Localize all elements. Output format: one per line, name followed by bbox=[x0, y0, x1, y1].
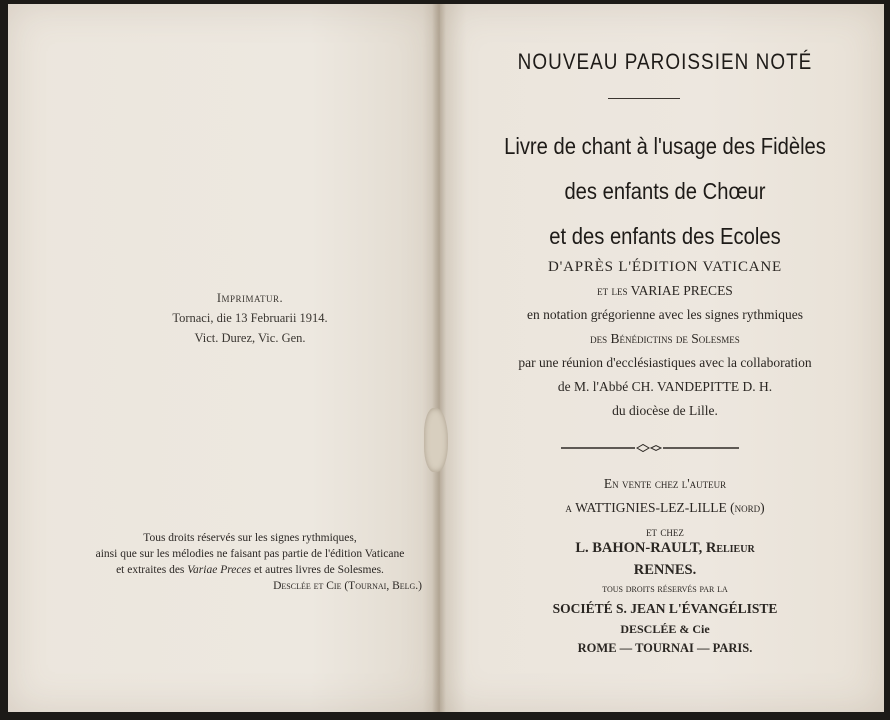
title-rule bbox=[608, 98, 680, 99]
sale-line-2 bbox=[450, 496, 880, 520]
sale-line-3: et chez bbox=[646, 524, 684, 539]
publisher-cities: ROME — TOURNAI — PARIS. bbox=[577, 641, 753, 655]
bookbinder-city: RENNES. bbox=[633, 562, 697, 578]
rights-line-3 bbox=[60, 562, 440, 578]
rights-line-3-italic: Variae Preces bbox=[187, 564, 252, 576]
imprimatur-signature: Vict. Durez, Vic. Gen. bbox=[194, 331, 306, 345]
rights-line-2: ainsi que sur les mélodies ne faisant pas partie de l'édition Vaticane bbox=[95, 548, 405, 560]
edition-line: D'APRÈS L'ÉDITION VATICANE bbox=[548, 259, 782, 275]
benedictins-line: des Bénédictins de Solesmes bbox=[590, 331, 740, 346]
publisher-rights: tous droits réservés par la bbox=[602, 583, 728, 595]
sale-line-1: En vente chez l'auteur bbox=[603, 476, 727, 491]
book-gutter bbox=[432, 4, 446, 712]
rights-line-3-pre: et extraites des bbox=[116, 564, 188, 576]
rights-line-3-post: et autres livres de Solesmes. bbox=[251, 564, 384, 576]
book-subtitle bbox=[480, 124, 850, 259]
sale-block bbox=[450, 472, 880, 544]
publisher-society: SOCIÉTÉ S. JEAN L'ÉVANGÉLISTE bbox=[552, 601, 778, 616]
sale-line-2-post: (nord) bbox=[726, 500, 765, 515]
bookbinder-block bbox=[450, 536, 880, 580]
rights-publisher: Desclée et Cie (Tournai, Belg.) bbox=[273, 580, 422, 592]
ornamental-divider bbox=[561, 443, 739, 453]
variae-line: et les VARIAE PRECES bbox=[597, 283, 733, 298]
left-page bbox=[8, 4, 440, 712]
publisher-desclee: DESCLÉE & Cie bbox=[620, 622, 710, 636]
imprimatur-block bbox=[150, 288, 350, 348]
sale-line-2-pre: a bbox=[565, 500, 576, 515]
bookbinder-line bbox=[450, 536, 880, 560]
sale-line-2-main: WATTIGNIES-LEZ-LILLE bbox=[575, 500, 727, 515]
edition-block bbox=[450, 255, 880, 423]
subtitle-line-2: des enfants de Chœur bbox=[564, 178, 766, 204]
diocese-line: du diocèse de Lille. bbox=[612, 403, 718, 418]
bookbinder-title: Relieur bbox=[702, 540, 755, 556]
imprimatur-place-date: Tornaci, die 13 Februarii 1914. bbox=[172, 311, 328, 325]
subtitle-line-3: et des enfants des Ecoles bbox=[549, 223, 781, 249]
subtitle-line-1: Livre de chant à l'usage des Fidèles bbox=[504, 133, 826, 159]
book-title: NOUVEAU PAROISSIEN NOTÉ bbox=[517, 49, 813, 74]
notation-line: en notation grégorienne avec les signes rythmiques bbox=[527, 307, 803, 322]
paper-tear bbox=[424, 408, 448, 472]
reunion-line: par une réunion d'ecclésiastiques avec la collaboration bbox=[518, 355, 812, 370]
rights-line-1: Tous droits réservés sur les signes rythmiques, bbox=[143, 532, 357, 544]
rights-notice bbox=[60, 530, 440, 594]
publisher-block bbox=[450, 580, 880, 658]
abbe-line: de M. l'Abbé CH. VANDEPITTE D. H. bbox=[557, 379, 773, 394]
bookbinder-name: L. BAHON-RAULT, bbox=[575, 540, 703, 556]
imprimatur-heading: Imprimatur. bbox=[216, 291, 284, 305]
